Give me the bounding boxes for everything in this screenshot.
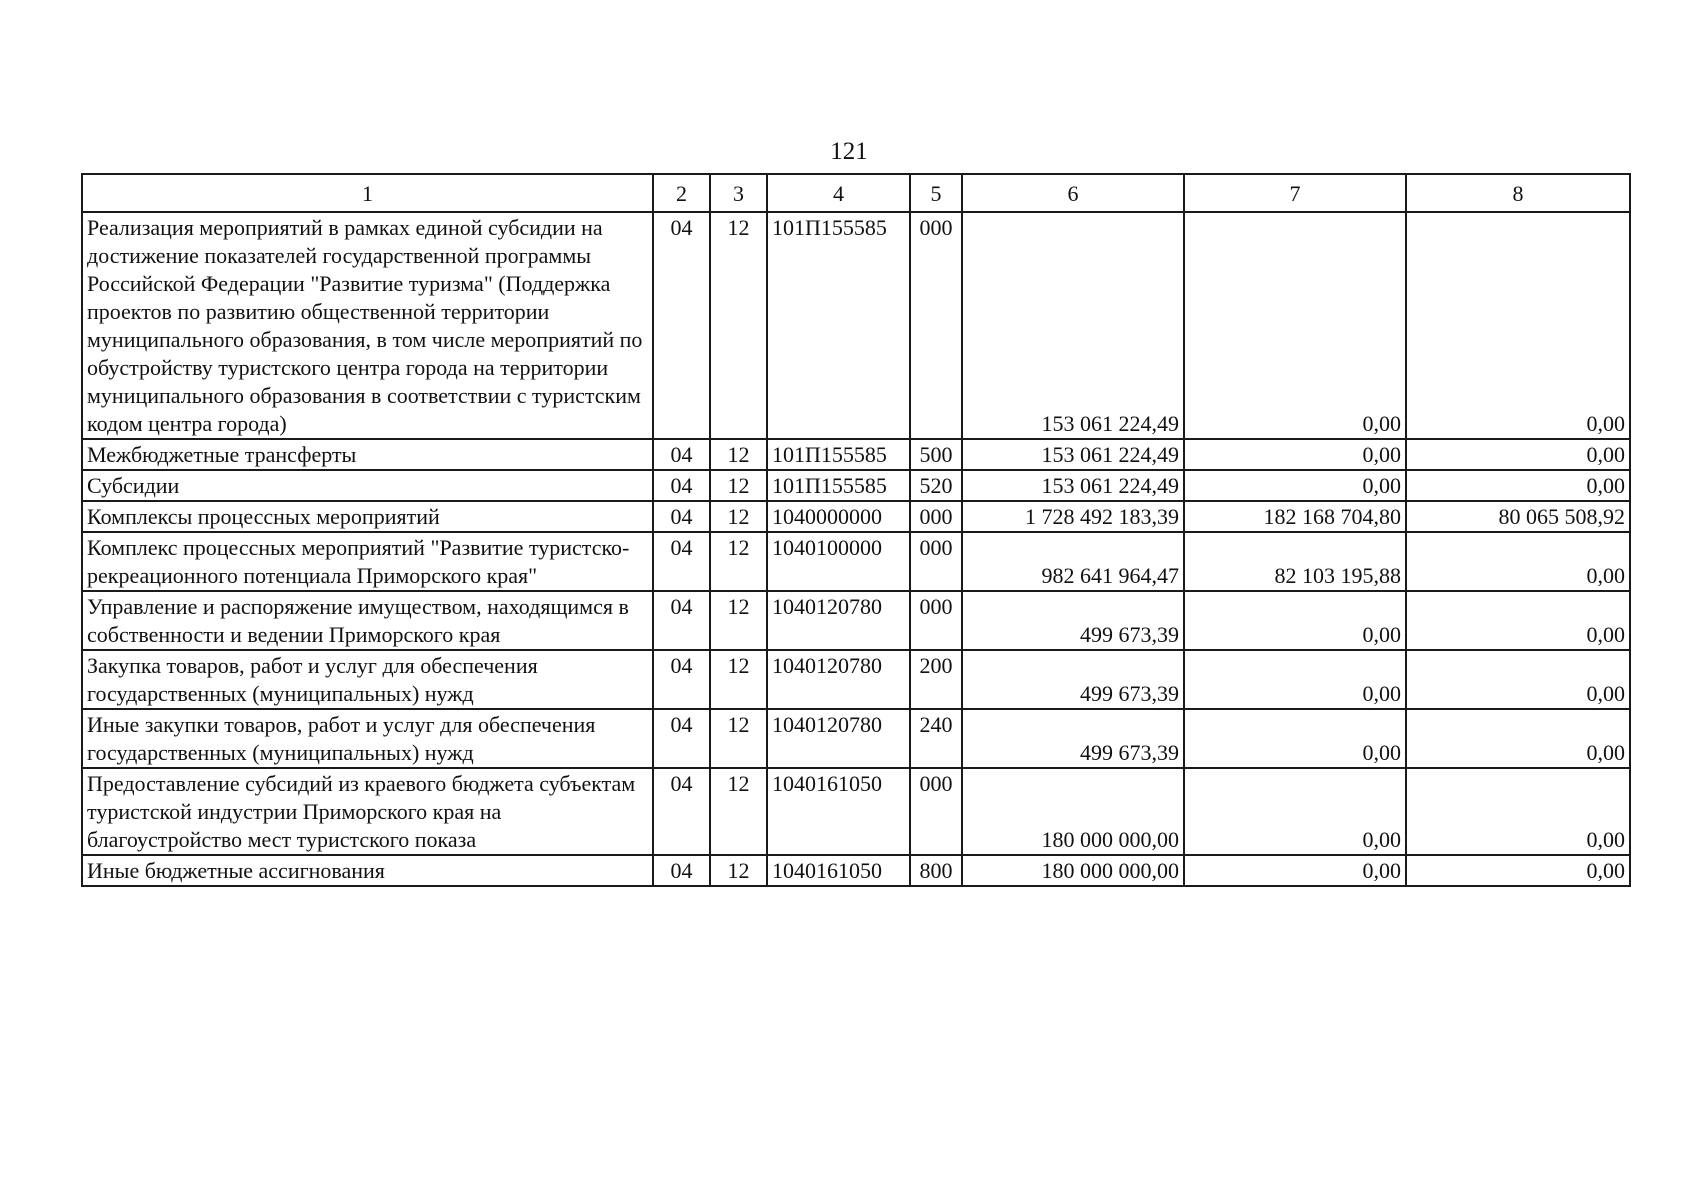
amount-col7: 0,00 bbox=[1184, 591, 1406, 650]
target-article-code: 101П155585 bbox=[767, 212, 910, 439]
table-row bbox=[82, 591, 1630, 650]
amount-col8: 0,00 bbox=[1406, 709, 1630, 768]
row-name: Реализация мероприятий в рамках единой субсидии на достижение показателей государственной программы Российской Федерации "Развитие туризма" (Поддержка проектов по развитию общественной территории муниципального образования, в том числе мероприятий по обустройству туристского центра города на территории муниципального образования в соответствии с туристским кодом центра города) bbox=[82, 212, 653, 439]
target-article-code: 1040000000 bbox=[767, 501, 910, 532]
row-name: Комплексы процессных мероприятий bbox=[82, 501, 653, 532]
target-article-code: 1040100000 bbox=[767, 532, 910, 591]
expense-type-code: 200 bbox=[910, 650, 962, 709]
target-article-code: 101П155585 bbox=[767, 439, 910, 470]
expense-type-code: 800 bbox=[910, 855, 962, 886]
table-row bbox=[82, 439, 1630, 470]
section-code: 04 bbox=[653, 439, 710, 470]
expense-type-code: 000 bbox=[910, 768, 962, 855]
amount-col8: 0,00 bbox=[1406, 650, 1630, 709]
table-row bbox=[82, 650, 1630, 709]
amount-col8: 0,00 bbox=[1406, 855, 1630, 886]
amount-col8: 0,00 bbox=[1406, 439, 1630, 470]
expense-type-code: 000 bbox=[910, 591, 962, 650]
amount-col7: 0,00 bbox=[1184, 212, 1406, 439]
section-code: 04 bbox=[653, 650, 710, 709]
page-number: 121 bbox=[830, 138, 868, 165]
amount-col6: 153 061 224,49 bbox=[962, 470, 1184, 501]
target-article-code: 1040120780 bbox=[767, 591, 910, 650]
row-name: Иные закупки товаров, работ и услуг для обеспечения государственных (муниципальных) нужд bbox=[82, 709, 653, 768]
amount-col7: 0,00 bbox=[1184, 768, 1406, 855]
target-article-code: 1040120780 bbox=[767, 709, 910, 768]
target-article-code: 101П155585 bbox=[767, 470, 910, 501]
section-code: 04 bbox=[653, 532, 710, 591]
section-code: 04 bbox=[653, 470, 710, 501]
section-code: 04 bbox=[653, 591, 710, 650]
table-row bbox=[82, 709, 1630, 768]
header-row bbox=[82, 174, 1630, 212]
row-name: Комплекс процессных мероприятий "Развитие туристско-рекреационного потенциала Приморского края" bbox=[82, 532, 653, 591]
amount-col6: 153 061 224,49 bbox=[962, 439, 1184, 470]
amount-col8: 0,00 bbox=[1406, 768, 1630, 855]
target-article-code: 1040120780 bbox=[767, 650, 910, 709]
amount-col6: 1 728 492 183,39 bbox=[962, 501, 1184, 532]
row-name: Закупка товаров, работ и услуг для обеспечения государственных (муниципальных) нужд bbox=[82, 650, 653, 709]
expense-type-code: 000 bbox=[910, 532, 962, 591]
column-header: 3 bbox=[710, 174, 767, 212]
subsection-code: 12 bbox=[710, 470, 767, 501]
table-row bbox=[82, 855, 1630, 886]
subsection-code: 12 bbox=[710, 855, 767, 886]
amount-col6: 982 641 964,47 bbox=[962, 532, 1184, 591]
target-article-code: 1040161050 bbox=[767, 768, 910, 855]
row-name: Управление и распоряжение имуществом, находящимся в собственности и ведении Приморского края bbox=[82, 591, 653, 650]
section-code: 04 bbox=[653, 855, 710, 886]
amount-col8: 0,00 bbox=[1406, 470, 1630, 501]
budget-table bbox=[81, 173, 1631, 887]
amount-col6: 499 673,39 bbox=[962, 709, 1184, 768]
column-header: 6 bbox=[962, 174, 1184, 212]
amount-col6: 180 000 000,00 bbox=[962, 855, 1184, 886]
column-header: 5 bbox=[910, 174, 962, 212]
table-row bbox=[82, 532, 1630, 591]
section-code: 04 bbox=[653, 768, 710, 855]
table-row bbox=[82, 501, 1630, 532]
table-row bbox=[82, 470, 1630, 501]
amount-col8: 0,00 bbox=[1406, 212, 1630, 439]
expense-type-code: 500 bbox=[910, 439, 962, 470]
expense-type-code: 000 bbox=[910, 212, 962, 439]
column-header: 2 bbox=[653, 174, 710, 212]
expense-type-code: 000 bbox=[910, 501, 962, 532]
amount-col7: 0,00 bbox=[1184, 709, 1406, 768]
subsection-code: 12 bbox=[710, 768, 767, 855]
column-header: 7 bbox=[1184, 174, 1406, 212]
target-article-code: 1040161050 bbox=[767, 855, 910, 886]
subsection-code: 12 bbox=[710, 212, 767, 439]
amount-col7: 0,00 bbox=[1184, 470, 1406, 501]
amount-col7: 82 103 195,88 bbox=[1184, 532, 1406, 591]
row-name: Предоставление субсидий из краевого бюджета субъектам туристской индустрии Приморского края на благоустройство мест туристского показа bbox=[82, 768, 653, 855]
amount-col7: 0,00 bbox=[1184, 439, 1406, 470]
amount-col6: 499 673,39 bbox=[962, 650, 1184, 709]
expense-type-code: 520 bbox=[910, 470, 962, 501]
section-code: 04 bbox=[653, 501, 710, 532]
row-name: Иные бюджетные ассигнования bbox=[82, 855, 653, 886]
section-code: 04 bbox=[653, 212, 710, 439]
column-header: 1 bbox=[82, 174, 653, 212]
amount-col7: 182 168 704,80 bbox=[1184, 501, 1406, 532]
expense-type-code: 240 bbox=[910, 709, 962, 768]
table-row bbox=[82, 212, 1630, 439]
amount-col8: 0,00 bbox=[1406, 591, 1630, 650]
row-name: Субсидии bbox=[82, 470, 653, 501]
subsection-code: 12 bbox=[710, 532, 767, 591]
section-code: 04 bbox=[653, 709, 710, 768]
table-row bbox=[82, 768, 1630, 855]
subsection-code: 12 bbox=[710, 501, 767, 532]
amount-col6: 499 673,39 bbox=[962, 591, 1184, 650]
subsection-code: 12 bbox=[710, 709, 767, 768]
amount-col6: 180 000 000,00 bbox=[962, 768, 1184, 855]
subsection-code: 12 bbox=[710, 591, 767, 650]
column-header: 4 bbox=[767, 174, 910, 212]
row-name: Межбюджетные трансферты bbox=[82, 439, 653, 470]
subsection-code: 12 bbox=[710, 439, 767, 470]
amount-col8: 80 065 508,92 bbox=[1406, 501, 1630, 532]
amount-col7: 0,00 bbox=[1184, 855, 1406, 886]
amount-col6: 153 061 224,49 bbox=[962, 212, 1184, 439]
column-header: 8 bbox=[1406, 174, 1630, 212]
amount-col8: 0,00 bbox=[1406, 532, 1630, 591]
subsection-code: 12 bbox=[710, 650, 767, 709]
amount-col7: 0,00 bbox=[1184, 650, 1406, 709]
